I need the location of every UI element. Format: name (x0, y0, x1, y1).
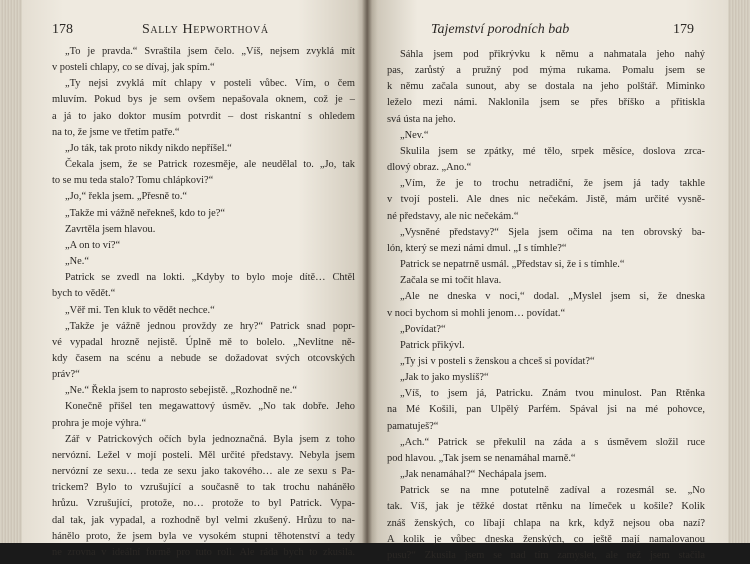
text-line: nervózní ze sexu… teda ze sexu jako takového… ale ze sexu s Pa- (52, 466, 355, 478)
text-line: práv?“ (52, 369, 80, 381)
text-line: „Jak nenamáhal?“ Nechápala jsem. (400, 469, 547, 481)
text-line: Skulila jsem se zpátky, mé tělo, srpek měsíce, doslova zrca- (400, 145, 705, 157)
text-line: ne zrovna v ideální formě pro tuto roli. Ale ráda bych to zkusila. (52, 546, 355, 558)
text-line: „Jak to jako myslíš?“ (400, 372, 489, 384)
right-page-text (387, 47, 705, 564)
text-line: vé vypadal hrozně nejistě. Úplně mě to bolelo. „Nevlítne ně- (52, 336, 355, 348)
text-line: A kolik je vůbec dneska ženských, co ještě mají namalovanou (387, 533, 705, 545)
text-line: Konečně přišel ten megawattový úsměv. „No tak dobře. Jeho (65, 401, 355, 413)
text-line: „Nev.“ (400, 129, 429, 141)
text-line: „Ne.“ Řekla jsem to naprosto sebejistě. „Rozhodně ne.“ (65, 385, 297, 397)
text-line: „To je pravda.“ Svraštila jsem čelo. „Víš, nejsem zvyklá mít (65, 46, 355, 57)
left-page-text (52, 44, 355, 561)
page-edge-left (0, 0, 24, 543)
page-edge-right (726, 0, 750, 543)
text-line: Zář v Patrickových očích byla jednoznačná. Byla jsem z toho (65, 433, 355, 445)
text-line: „Jo,“ řekla jsem. „Přesně to.“ (65, 191, 188, 203)
text-line: na to, že jsme ve třetím patře.“ (52, 126, 180, 138)
text-line: kdy časem na scénu a nebude se dožadovat svých otcovských (52, 352, 355, 364)
text-line: pas, zarůstý a pružný pod mýma rukama. Pomalu jsem se (387, 65, 705, 77)
running-header-title: Tajemství porodních bab (431, 22, 570, 37)
text-line: Zavrtěla jsem hlavou. (65, 223, 156, 235)
text-line: v noci bychom si mohli jenom… povídat.“ (387, 307, 566, 319)
text-line: hánělo proto, že jsem byla ve vysokém stupni těhotenství a tedy (52, 530, 355, 542)
running-header-author: Sally Hepworthová (142, 22, 269, 37)
text-line: to se mu teda stalo? Tomu chlápkovi?“ (52, 175, 214, 187)
text-line: Čekala jsem, že se Patrick rozesměje, ale neudělal to. „Jo, tak (65, 159, 355, 171)
text-line: Patrick přikývl. (400, 339, 465, 351)
text-line: v tvojí posteli. Ale dnes nic nečekám. Jistě, mám určité vysně- (387, 194, 705, 206)
text-line: „Věř mi. Ten kluk to vědět nechce.“ (65, 304, 215, 316)
text-line: Začala se mi točit hlava. (400, 275, 502, 287)
text-line: dal tak, jak vypadal, a rozhodně byl velmi zkušený. Hrůzu to na- (52, 514, 355, 526)
text-line: hrůzu. Vzrušující, protože, no… protože to byl Patrick. Vypa- (52, 498, 355, 510)
text-line: Patrick se nepatrně usmál. „Představ si, že i s tímhle.“ (400, 259, 625, 271)
text-line: „Vysněné představy?“ Sjela jsem očima na ten obrovský ba- (400, 226, 705, 238)
text-line: „Ty nejsi zvyklá mít chlapy v posteli vůbec. Vím, o čem (65, 78, 355, 90)
text-line: „Povídat?“ (400, 323, 446, 335)
text-line: „Vím, že je to trochu netradiční, že jsem já tady takhle (400, 178, 705, 190)
text-line: k němu začala sunout, aby se dostala na jeho polštář. Miminko (387, 81, 705, 93)
text-line: „A on to ví?“ (65, 239, 121, 251)
text-line: leželo mezi námi. Naklonila jsem se přes bříško a přitiskla (387, 97, 705, 109)
book-gutter (362, 0, 372, 543)
right-page (367, 0, 728, 561)
page-number-left: 178 (52, 22, 73, 37)
text-line: Patrick se zvedl na lokti. „Kdyby to bylo moje dítě… Chtěl (65, 272, 355, 284)
text-line: Sáhla jsem pod přikrývku k němu a nahmatala jeho nahý (400, 49, 705, 60)
text-line: svá ústa na jeho. (387, 113, 456, 125)
text-line: pamatuješ?“ (387, 420, 439, 432)
text-line: „Takže mi vážně neřekneš, kdo to je?“ (65, 207, 225, 219)
text-line: mluvím. Pokud bys je sem ovšem nepašovala oknem, což je – (52, 94, 355, 106)
text-line: znáš ženských, co líbají chlapa na krk, když nejsou oba nazí? (387, 517, 705, 529)
text-line: bych to vědět.“ (52, 288, 116, 300)
text-line: né představy, ale nic nečekám.“ (387, 210, 519, 222)
text-line: a já to jako doktor musím potvrdit – dost riskantní s ohledem (52, 110, 355, 122)
text-line: nervózní. Ležel v mojí posteli. Měl určité představy. Nebyla jsem (52, 449, 355, 461)
text-line: pusu?“ Zkusila jsem se nad tím zamyslet, ale než jsem stačila (387, 549, 705, 561)
page-number-right: 179 (673, 22, 694, 37)
text-line: v posteli chlapy, co se dívaj, jak spím.“ (52, 62, 215, 74)
text-line: trickem? Bylo to vzrušující a současně to tak trochu naháněło (52, 482, 355, 494)
text-line: „Víš, to jsem já, Patricku. Znám tvou minulost. Pan Rtěnka (400, 388, 705, 400)
text-line: lón, který se mezi námi dmul. „I s tímhle?“ (387, 242, 567, 254)
text-line: „Takže je vážně jednou provždy ze hry?“ Patrick snad popr- (65, 320, 355, 332)
text-line: „Ne.“ (65, 256, 89, 268)
text-line: „Jo ták, tak proto nikdy nikdo nepříšel.“ (65, 142, 232, 154)
text-line: tak. Víš, jak je těžké dostat rtěnku na límeček u košile? Kolik (387, 501, 705, 513)
text-line: dlový obraz. „Ano.“ (387, 162, 472, 174)
left-page (22, 0, 367, 558)
text-line: „Ach.“ Patrick se překulil na záda a s úsměvem složil ruce (400, 436, 705, 448)
text-line: na Mé Košili, pan Ulpělý Parfém. Spával jsi na mé pohovce, (387, 404, 705, 416)
text-line: „Ty jsi v posteli s ženskou a chceš si povídat?“ (400, 355, 595, 367)
text-line: „Ale ne dneska v noci,“ dodal. „Myslel jsem si, že dneska (400, 291, 705, 303)
text-line: pod hlavou. „Tak jsem se nenamáhal marně.“ (387, 452, 576, 464)
text-line: prohra je moje výhra.“ (52, 417, 147, 429)
text-line: Patrick se na mne potutelně zadíval a rozesmál se. „No (400, 485, 705, 497)
